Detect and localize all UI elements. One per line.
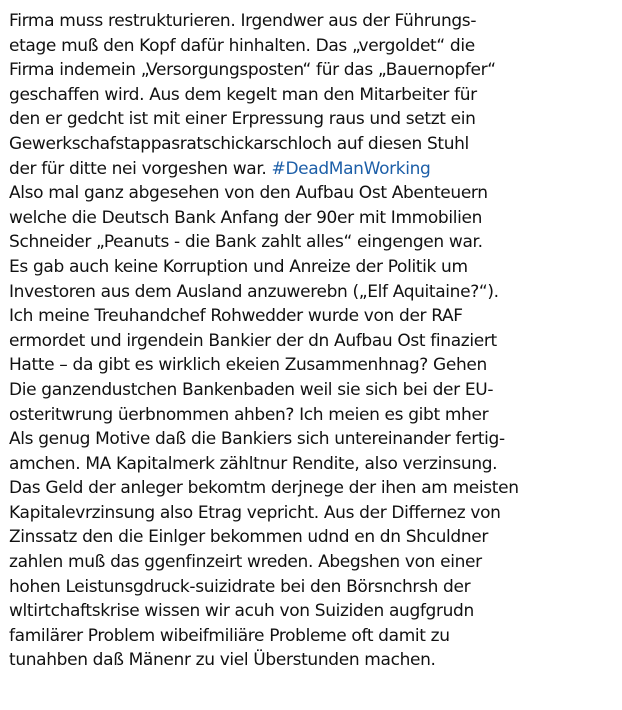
line-text: ermordet und irgendein Bankier der dn Aufbau Ost finaziert xyxy=(9,330,497,351)
text-line xyxy=(9,427,616,452)
line-text: zahlen muß das ggenfinzeirt wreden. Abegshen von einer xyxy=(9,552,482,573)
line-text: Hatte – da gibt es wirklich ekeien Zusammenhnag? Gehen xyxy=(9,355,487,376)
text-line xyxy=(9,230,616,255)
line-text: Zinssatz den die Einlger bekommen udnd en dn Shculdner xyxy=(9,527,488,548)
text-line xyxy=(9,304,616,329)
text-line xyxy=(9,329,616,354)
text-line xyxy=(9,550,616,575)
text-line xyxy=(9,452,616,477)
line-text: Gewerkschafstappasratschickarschloch auf diesen Stuhl xyxy=(9,133,469,154)
text-line xyxy=(9,403,616,428)
text-line xyxy=(9,648,616,673)
line-text: Als genug Motive daß die Bankiers sich untereinander fertig- xyxy=(9,429,505,450)
line-text: welche die Deutsch Bank Anfang der 90er mit Immobilien xyxy=(9,207,483,228)
text-line xyxy=(9,83,616,108)
text-line xyxy=(9,624,616,649)
line-text: geschaffen wird. Aus dem kegelt man den Mitarbeiter für xyxy=(9,84,477,105)
line-text: Es gab auch keine Korruption und Anreize der Politik um xyxy=(9,256,468,277)
line-text: Firma muss restrukturieren. Irgendwer aus der Führungs- xyxy=(9,11,477,31)
text-line xyxy=(9,476,616,501)
text-line xyxy=(9,501,616,526)
line-text: Firma indemein „Versorgungsposten“ für das „Bauernopfer“ xyxy=(9,60,496,81)
line-text: osteritwrung üerbnommen ahben? Ich meien es gibt mher xyxy=(9,404,489,425)
line-text: Schneider „Peanuts - die Bank zahlt alles“ eingengen war. xyxy=(9,232,483,253)
hashtag-link[interactable]: #DeadManWorking xyxy=(271,158,431,179)
line-text: Kapitalevrzinsung also Etrag vepricht. Aus der Differnez von xyxy=(9,502,501,523)
line-text: etage muß den Kopf dafür hinhalten. Das „vergoldet“ die xyxy=(9,35,475,56)
text-line xyxy=(9,206,616,231)
text-line xyxy=(9,9,616,34)
line-text: hohen Leistunsgdruck-suizidrate bei den Börsnchrsh der xyxy=(9,576,471,597)
text-line xyxy=(9,157,616,182)
body-text xyxy=(9,9,616,673)
line-text: familärer Problem wibeifmiliäre Probleme oft damit zu xyxy=(9,625,450,646)
line-text: den er gedcht ist mit einer Erpressung raus und setzt ein xyxy=(9,109,476,130)
line-text: Also mal ganz abgesehen von den Aufbau Ost Abenteuern xyxy=(9,183,488,204)
line-text: wltirtchaftskrise wissen wir acuh von Suiziden augfgrudn xyxy=(9,601,474,622)
text-line xyxy=(9,255,616,280)
text-line xyxy=(9,132,616,157)
text-line xyxy=(9,58,616,83)
text-line xyxy=(9,353,616,378)
text-line xyxy=(9,34,616,59)
text-line xyxy=(9,107,616,132)
line-text: Das Geld der anleger bekomtm derjnege der ihen am meisten xyxy=(9,478,519,499)
text-line xyxy=(9,378,616,403)
text-line xyxy=(9,575,616,600)
line-text: Die ganzendustchen Bankenbaden weil sie sich bei der EU- xyxy=(9,379,494,400)
text-line xyxy=(9,280,616,305)
text-line xyxy=(9,525,616,550)
line-text: tunahben daß Mänenr zu viel Überstunden machen. xyxy=(9,650,436,671)
line-text: der für ditte nei vorgeshen war. xyxy=(9,158,272,179)
text-line xyxy=(9,181,616,206)
line-text: Investoren aus dem Ausland anzuwerebn („Elf Aquitaine?“). xyxy=(9,281,499,302)
line-text: amchen. MA Kapitalmerk zähltnur Rendite, also verzinsung. xyxy=(9,453,498,474)
line-text: Ich meine Treuhandchef Rohwedder wurde von der RAF xyxy=(9,306,463,327)
text-line xyxy=(9,599,616,624)
